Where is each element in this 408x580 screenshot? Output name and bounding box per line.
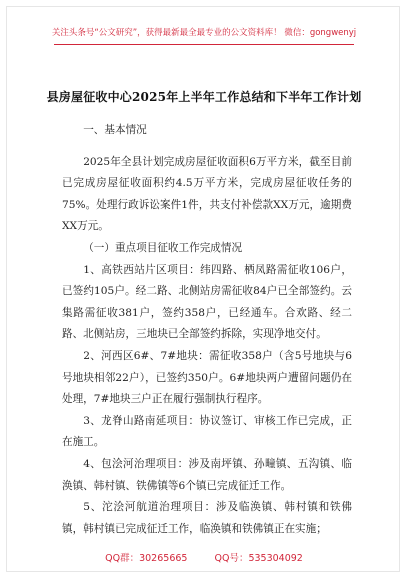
list-item-project-1: 1、高铁西站片区项目：纬四路、栖凤路需征收106户，已签约105户。经二路、北侧站房需征收84户已全部签约。云集路需征收381户，签约358户，已经通车。合欢路、经二路、北侧站房，三地块已全部签约拆除，实现净地交付。 — [62, 263, 352, 341]
list-item-project-3: 3、龙脊山路南延项目：协议签订、审核工作已完成，正在施工。 — [62, 414, 352, 449]
list-item-project-4: 4、包浍河治理项目：涉及南坪镇、孙疃镇、五沟镇、临涣镇、韩村镇、铁佛镇等6个镇已完成征迁工作。 — [62, 457, 352, 492]
subsection-heading-key-projects: （一）重点项目征收工作完成情况 — [83, 241, 243, 254]
qq-account-number: QQ号：535304092 — [214, 553, 303, 564]
list-item-project-5: 5、沱浍河航道治理项目：涉及临涣镇、韩村镇和铁佛镇，韩村镇已完成征迁工作，临涣镇和铁佛镇正在实施； — [62, 501, 352, 535]
document-title: 县房屋征收中心2025年上半年工作总结和下半年工作计划 — [46, 90, 362, 104]
footer-contacts — [0, 550, 408, 564]
paragraph-overview: 2025年全县计划完成房屋征收面积6万平方米，截至目前已完成房屋征收面积约4.5万平方米，完成房屋征收任务的75%。处理行政诉讼案件1件，共支付补偿款XX万元，逾期费XX万元。 — [62, 155, 352, 233]
section-heading-basic-info: 一、基本情况 — [83, 124, 147, 136]
qq-group-number: QQ群：30265665 — [105, 553, 188, 564]
document-body — [62, 120, 352, 540]
promo-header: 关注头条号“公文研究”，获得最新最全最专业的公文资料库！ 微信：gongwenyj — [51, 28, 357, 38]
list-item-project-2: 2、河西区6#、7#地块：需征收358户（含5号地块与6号地块相邻22户），已签约350户。6#地块两户遭留问题仍在处理，7#地块三户正在履行强制执行程序。 — [62, 349, 352, 406]
header-divider — [54, 44, 354, 45]
spacer — [62, 142, 352, 152]
